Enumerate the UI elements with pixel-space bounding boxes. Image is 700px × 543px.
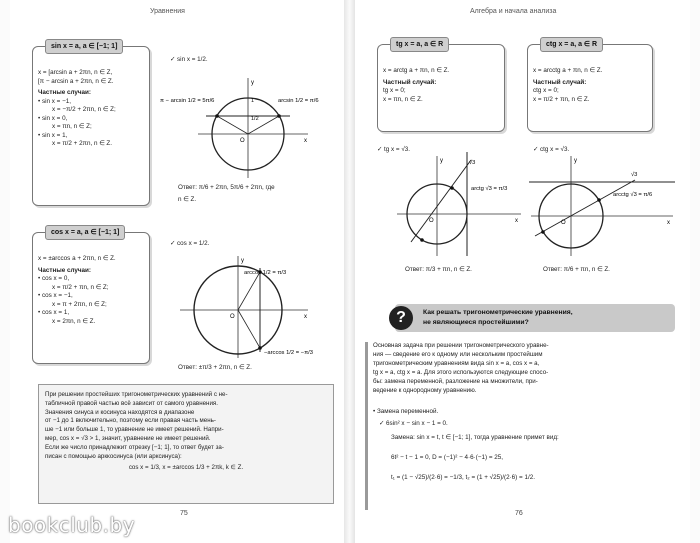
- body-line: ния — сведение его к одному или нескольким простейшим: [373, 350, 543, 358]
- ctg-case: x = π/2 + πn, n ∈ Z.: [533, 95, 590, 103]
- page-number-right: 76: [515, 510, 523, 517]
- radius-line: [238, 272, 260, 310]
- solution-point: [420, 238, 424, 242]
- info-formula: cos x = 1/3, x = ±arccos 1/3 + 2πk, k ∈ Z.: [128, 464, 244, 472]
- label-y: y: [440, 158, 443, 164]
- radius-line: [238, 310, 260, 348]
- sin-card-header: sin x = a, a ∈ [−1; 1]: [45, 39, 123, 54]
- label-origin: O: [429, 218, 434, 224]
- body-line: ведение к однородному уравнению.: [373, 386, 477, 394]
- cos-unit-circle-diagram: [160, 254, 340, 362]
- ctg-unit-circle-diagram: [527, 152, 677, 258]
- tg-answer: Ответ: π/3 + πn, n ∈ Z.: [405, 266, 472, 273]
- section-side-bar: [365, 342, 368, 510]
- body-line: тригонометрическим уравнениям вида sin x = a, cos x = a,: [373, 359, 540, 367]
- tg-special-title: Частный случай:: [383, 78, 437, 86]
- radius-line: [217, 116, 248, 134]
- label-x: x: [304, 314, 307, 320]
- tg-card-header: tg x = a, a ∈ R: [390, 37, 449, 52]
- sin-case: • sin x = 1,: [38, 131, 68, 139]
- ctg-card-header: ctg x = a, a ∈ R: [540, 37, 603, 52]
- tg-example-equation: ✓ tg x = √3.: [377, 146, 411, 153]
- label-arcctg: arcctg √3 = π/6: [613, 192, 653, 198]
- label-origin: O: [240, 138, 245, 144]
- cos-special-title: Частные случаи:: [38, 266, 91, 274]
- quadratic-line: 6t² − t − 1 = 0, D = (−1)² − 4·6·(−1) = 25,: [391, 454, 504, 461]
- sin-case: x = π/2 + 2πn, n ∈ Z.: [52, 140, 113, 147]
- ctg-formula-card: [527, 41, 653, 132]
- sin-case: x = −π/2 + 2πn, n ∈ Z;: [52, 106, 116, 113]
- ctg-case: ctg x = 0;: [533, 87, 559, 94]
- page-number-left: 75: [180, 510, 188, 517]
- tg-case: tg x = 0;: [383, 87, 406, 94]
- sin-formula-line: [π − arcsin a + 2πn, n ∈ Z.: [38, 77, 114, 85]
- right-page: [355, 0, 690, 543]
- tg-formula-line: x = arctg a + πn, n ∈ Z.: [383, 67, 450, 74]
- cos-case: • cos x = −1,: [38, 292, 73, 299]
- cos-formula-card: [32, 229, 150, 364]
- sin-answer-cont: n ∈ Z.: [178, 196, 197, 203]
- label-arctg: arctg √3 = π/3: [471, 186, 508, 192]
- solution-point: [215, 114, 219, 118]
- ctg-example-equation: ✓ ctg x = √3.: [533, 146, 570, 153]
- info-line: Если же число принадлежит отрезку [−1; 1], то ответ будет за-: [45, 443, 224, 451]
- example-equation: ✓ 6sin² x − sin x − 1 = 0.: [379, 420, 448, 427]
- info-line: от −1 до 1 включительно, поэтому если правая часть мень-: [45, 417, 216, 425]
- method-bullet: • Замена переменной.: [373, 408, 439, 415]
- question-line-1: Как решать тригонометрические уравнения,: [423, 309, 573, 316]
- substitution-line: Замена: sin x = t, t ∈ [−1; 1], тогда уравнение примет вид:: [391, 434, 559, 441]
- solution-point: [277, 114, 281, 118]
- label-y: y: [251, 80, 254, 86]
- solution-point: [597, 198, 601, 202]
- cos-case: x = 2πn, n ∈ Z.: [52, 317, 96, 325]
- solution-point: [258, 346, 262, 350]
- label-arcsin: arcsin 1/2 = π/6: [278, 98, 319, 104]
- cos-formula-line: x = ±arccos a + 2πn, n ∈ Z.: [38, 255, 116, 262]
- body-line: Основная задача при решении тригонометрического уравне-: [373, 342, 549, 349]
- info-line: При решении простейших тригонометрических уравнений с не-: [45, 391, 228, 398]
- info-line: писан с помощью арккосинуса (или арксинуса):: [45, 452, 182, 460]
- sin-example-equation: ✓ sin x = 1/2.: [170, 56, 208, 63]
- ctg-formula-line: x = arcctg a + πn, n ∈ Z.: [533, 67, 603, 74]
- label-origin: O: [230, 314, 235, 320]
- body-text: [373, 342, 669, 396]
- label-y: y: [241, 258, 244, 264]
- label-neg-arccos: −arccos 1/2 = −π/3: [264, 350, 313, 356]
- sin-unit-circle-diagram: [160, 74, 340, 182]
- label-pi-minus-arcsin: π − arcsin 1/2 = 5π/6: [160, 98, 215, 104]
- cos-case: • cos x = 1,: [38, 309, 70, 316]
- cos-case: x = π/2 + πn, n ∈ Z;: [52, 283, 109, 291]
- question-line-2: не являющиеся простейшими?: [423, 319, 529, 326]
- running-head-left: Уравнения: [150, 8, 185, 15]
- question-mark-icon: ?: [389, 306, 413, 330]
- sin-case: x = πn, n ∈ Z;: [52, 123, 92, 130]
- sin-answer: Ответ: π/6 + 2πn, 5π/6 + 2πn, где: [178, 184, 275, 191]
- label-origin: O: [561, 220, 566, 226]
- tg-formula-card: [377, 41, 505, 132]
- tg-unit-circle-diagram: [395, 150, 525, 258]
- label-half: 1/2: [251, 116, 259, 122]
- running-head-right: Алгебра и начала анализа: [470, 8, 557, 15]
- sin-case: • sin x = −1,: [38, 97, 72, 105]
- info-box: [38, 384, 334, 504]
- info-line: ше −1 или больше 1, то уравнение не имеет решений. Напри-: [45, 426, 224, 434]
- label-x: x: [304, 138, 307, 144]
- info-line: мер, cos x = √3 > 1, значит, уравнение не имеет решений.: [45, 434, 211, 442]
- solution-point: [450, 186, 454, 190]
- solution-point: [541, 230, 545, 234]
- label-x: x: [667, 220, 670, 226]
- cos-example-equation: ✓ cos x = 1/2.: [170, 240, 210, 247]
- left-page: [10, 0, 345, 543]
- watermark-text: bookclub.by: [8, 513, 136, 537]
- sin-case: • sin x = 0,: [38, 114, 68, 122]
- roots-line: t₁ = (1 − √25)/(2·6) = −1/3, t₂ = (1 + √25)/(2·6) = 1/2.: [391, 474, 535, 481]
- label-sqrt3: √3: [469, 160, 476, 166]
- label-arccos: arccos 1/2 = π/3: [244, 270, 287, 276]
- ctg-answer: Ответ: π/6 + πn, n ∈ Z.: [543, 266, 610, 273]
- sin-formula-card: [32, 43, 150, 206]
- cos-card-header: cos x = a, a ∈ [−1; 1]: [45, 225, 125, 240]
- label-y: y: [574, 158, 577, 164]
- label-sqrt3: √3: [631, 172, 638, 178]
- angle-line: [535, 180, 635, 236]
- label-x: x: [515, 218, 518, 224]
- tg-case: x = πn, n ∈ Z.: [383, 95, 423, 103]
- info-line: Значения синуса и косинуса находятся в диапазоне: [45, 408, 195, 416]
- cos-answer: Ответ: ±π/3 + 2πn, n ∈ Z.: [178, 364, 252, 371]
- ctg-special-title: Частный случай:: [533, 78, 587, 86]
- info-line: табличной правой частью всё зависит от самого уравнения.: [45, 399, 218, 407]
- cos-case: • cos x = 0,: [38, 275, 70, 282]
- cos-case: x = π + 2πn, n ∈ Z;: [52, 300, 107, 308]
- label-one: 1: [251, 98, 255, 104]
- body-line: tg x = a, ctg x = a. Для этого используются следующие спосо-: [373, 368, 549, 376]
- sin-formula-line: x = [arcsin a + 2πn, n ∈ Z,: [38, 69, 113, 76]
- body-line: бы: замена переменной, разложение на множители, при-: [373, 377, 538, 385]
- sin-special-title: Частные случаи:: [38, 89, 91, 96]
